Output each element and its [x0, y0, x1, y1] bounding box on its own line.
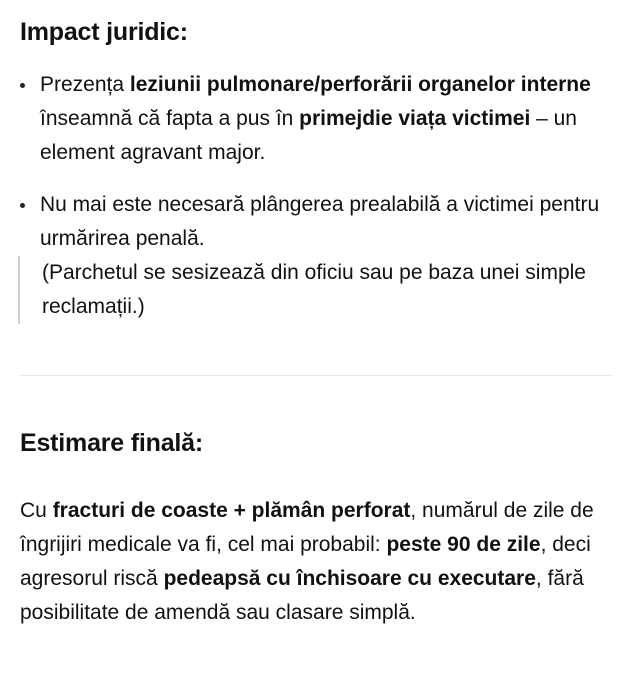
text-segment: , deci agresorul riscă: [20, 533, 591, 590]
section-heading-impact: Impact juridic:: [20, 18, 188, 46]
text-segment: , fără posibilitate de amendă sau clasare simplă.: [20, 567, 584, 624]
text-segment: , numărul de zile de îngrijiri medicale va fi, cel mai probabil:: [20, 499, 594, 556]
bullet-text: Nu mai este necesară plângerea prealabilă a victimei pentru urmărirea penală.: [40, 193, 600, 250]
bold-segment: primejdie viața victimei: [299, 107, 531, 130]
blockquote: [18, 256, 618, 324]
section-heading-estimate: Estimare finală:: [20, 429, 203, 457]
text-segment: Cu: [20, 499, 53, 522]
bold-segment: fracturi de coaste + plămân perforat: [52, 499, 411, 522]
text-segment: – un element agravant major.: [40, 107, 577, 164]
blockquote-text: (Parchetul se sesizează din oficiu sau pe baza unei simple reclamații.): [42, 261, 586, 318]
bold-segment: peste 90 de zile: [386, 533, 541, 556]
text-segment: Prezența: [40, 73, 130, 96]
text-segment: înseamnă că fapta a pus în: [40, 107, 300, 130]
estimate-paragraph: [20, 494, 620, 630]
bullet-dot-icon: [20, 203, 25, 208]
blockquote-bar: [18, 256, 20, 324]
bullet-text: [40, 68, 620, 170]
bold-segment: pedeapsă cu închisoare cu executare: [163, 567, 536, 590]
bullet-dot-icon: [20, 83, 25, 88]
bold-segment: leziunii pulmonare/perforării organelor interne: [129, 73, 591, 96]
section-divider: [20, 375, 612, 376]
